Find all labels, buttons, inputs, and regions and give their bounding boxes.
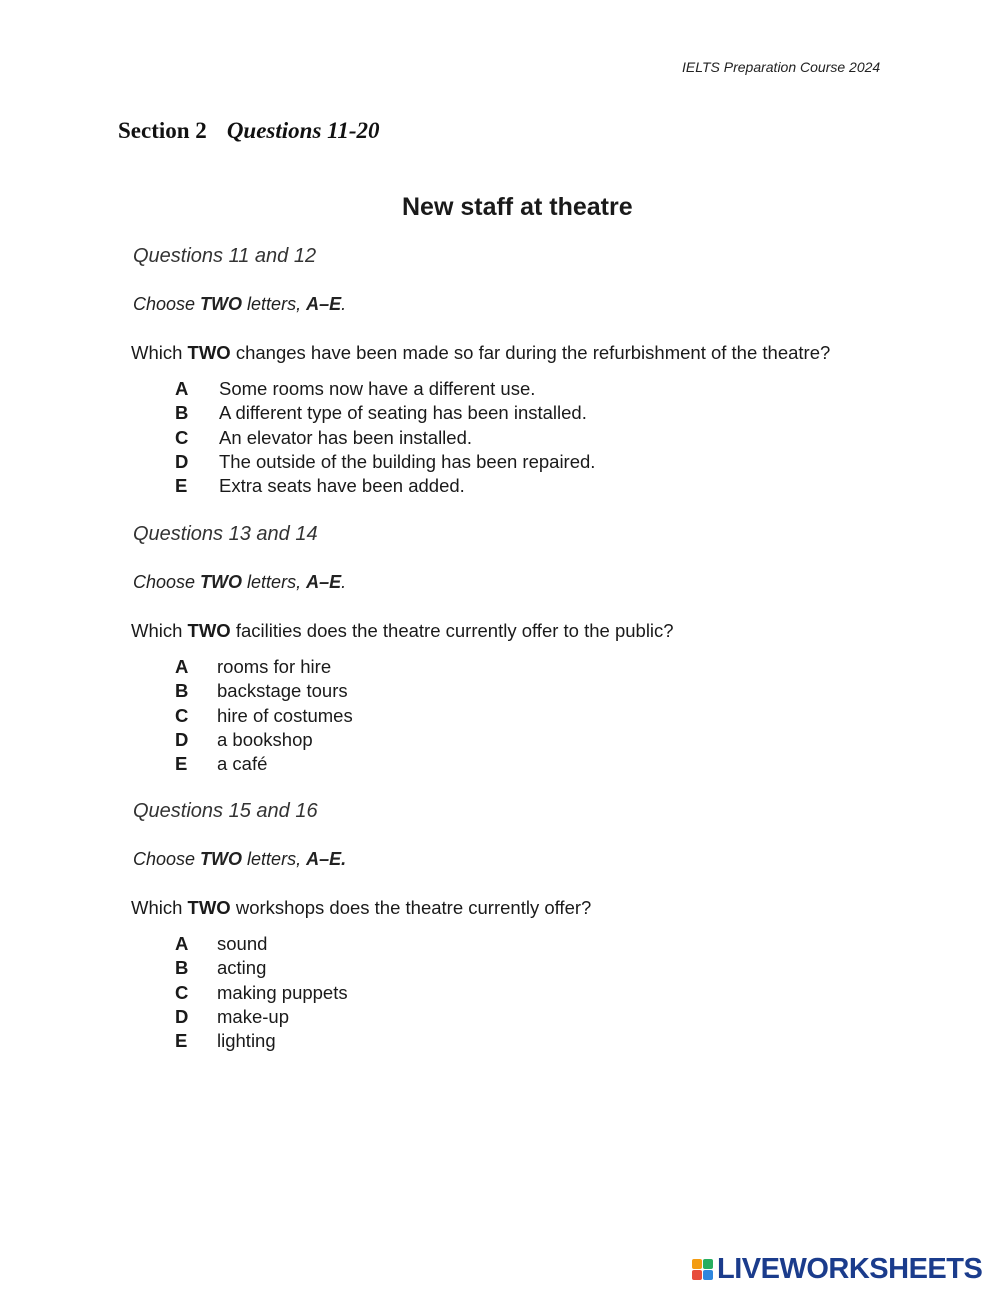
option-letter: A [175, 378, 189, 399]
question-text-part: facilities does the theatre currently offer to the public? [230, 620, 674, 641]
option-d[interactable] [175, 1005, 348, 1029]
instruction-text: . [341, 572, 347, 592]
option-text: hire of costumes [217, 704, 353, 726]
instruction-text: letters, [242, 294, 307, 314]
option-letter: E [175, 753, 188, 775]
question-text [131, 897, 591, 919]
options-list [175, 655, 353, 776]
section-label: Section 2 [118, 118, 207, 143]
liveworksheets-mark-icon [692, 1259, 713, 1280]
question-text [131, 620, 674, 642]
options-list [175, 932, 348, 1053]
option-d[interactable] [175, 728, 353, 752]
option-text: A different type of seating has been installed. [219, 402, 587, 424]
option-text: rooms for hire [217, 656, 332, 677]
question-text-part: Which [131, 897, 188, 918]
question-block-heading: Questions 15 and 16 [133, 800, 318, 822]
option-c[interactable] [175, 704, 353, 728]
logo-square-red [692, 1270, 702, 1280]
logo-wordmark [717, 1255, 982, 1284]
option-text: a café [217, 753, 268, 775]
option-text: make-up [217, 1005, 289, 1027]
question-emphasis: TWO [187, 620, 231, 641]
logo-square-orange [692, 1259, 702, 1269]
logo-live: LIVE [717, 1253, 780, 1285]
logo-square-blue [703, 1270, 713, 1280]
option-letter: D [175, 728, 189, 750]
instruction-range: A–E. [306, 849, 347, 869]
option-a[interactable] [175, 377, 595, 401]
instruction-text: . [341, 294, 347, 314]
option-text: An elevator has been installed. [219, 426, 473, 448]
option-text: a bookshop [217, 728, 313, 750]
option-text: acting [217, 957, 267, 979]
logo-worksheets: WORKSHEETS [779, 1253, 983, 1285]
page-title: New staff at theatre [402, 193, 633, 221]
question-emphasis: TWO [187, 897, 231, 918]
question-instruction [133, 294, 346, 315]
option-text: The outside of the building has been repaired. [219, 450, 596, 472]
questions-range: Questions 11-20 [226, 118, 380, 143]
option-letter: B [175, 957, 189, 979]
instruction-range: A–E [306, 572, 342, 592]
option-letter: C [175, 426, 189, 448]
option-b[interactable] [175, 401, 595, 425]
instruction-emphasis: TWO [200, 294, 243, 314]
question-text-part: workshops does the theatre currently offer? [230, 897, 592, 918]
option-letter: D [175, 450, 189, 472]
option-letter: E [175, 1030, 188, 1052]
instruction-emphasis: TWO [200, 849, 243, 869]
instruction-range: A–E [306, 294, 342, 314]
option-e[interactable] [175, 1029, 348, 1053]
option-letter: B [175, 402, 189, 424]
option-text: Extra seats have been added. [219, 475, 465, 497]
option-letter: A [175, 656, 189, 677]
option-text: making puppets [217, 981, 348, 1003]
option-e[interactable] [175, 474, 595, 498]
question-text-part: Which [131, 342, 188, 363]
instruction-emphasis: TWO [200, 572, 243, 592]
course-header: IELTS Preparation Course 2024 [682, 59, 881, 75]
option-text: backstage tours [217, 680, 348, 702]
options-list [175, 377, 595, 498]
question-instruction [133, 572, 346, 593]
option-c[interactable] [175, 981, 348, 1005]
question-text-part: Which [131, 620, 188, 641]
question-block-heading: Questions 13 and 14 [133, 523, 318, 545]
liveworksheets-logo[interactable] [692, 1255, 982, 1284]
option-c[interactable] [175, 426, 595, 450]
instruction-text: letters, [242, 572, 307, 592]
option-letter: D [175, 1005, 189, 1027]
option-b[interactable] [175, 956, 348, 980]
option-e[interactable] [175, 752, 353, 776]
option-text: sound [217, 933, 268, 954]
option-text: lighting [217, 1030, 276, 1052]
option-letter: C [175, 704, 189, 726]
section-heading [118, 118, 380, 144]
logo-square-green [703, 1259, 713, 1269]
question-text-part: changes have been made so far during the refurbishment of the theatre? [230, 342, 831, 363]
instruction-text: letters, [242, 849, 307, 869]
option-text: Some rooms now have a different use. [219, 378, 536, 399]
option-d[interactable] [175, 450, 595, 474]
question-text [131, 342, 830, 364]
instruction-text: Choose [133, 572, 201, 592]
instruction-text: Choose [133, 849, 201, 869]
option-b[interactable] [175, 679, 353, 703]
question-instruction [133, 849, 346, 870]
question-emphasis: TWO [187, 342, 231, 363]
instruction-text: Choose [133, 294, 201, 314]
option-letter: A [175, 933, 189, 954]
question-block-heading: Questions 11 and 12 [133, 245, 317, 267]
option-letter: C [175, 981, 189, 1003]
option-letter: E [175, 475, 188, 497]
option-a[interactable] [175, 655, 353, 679]
option-letter: B [175, 680, 189, 702]
option-a[interactable] [175, 932, 348, 956]
